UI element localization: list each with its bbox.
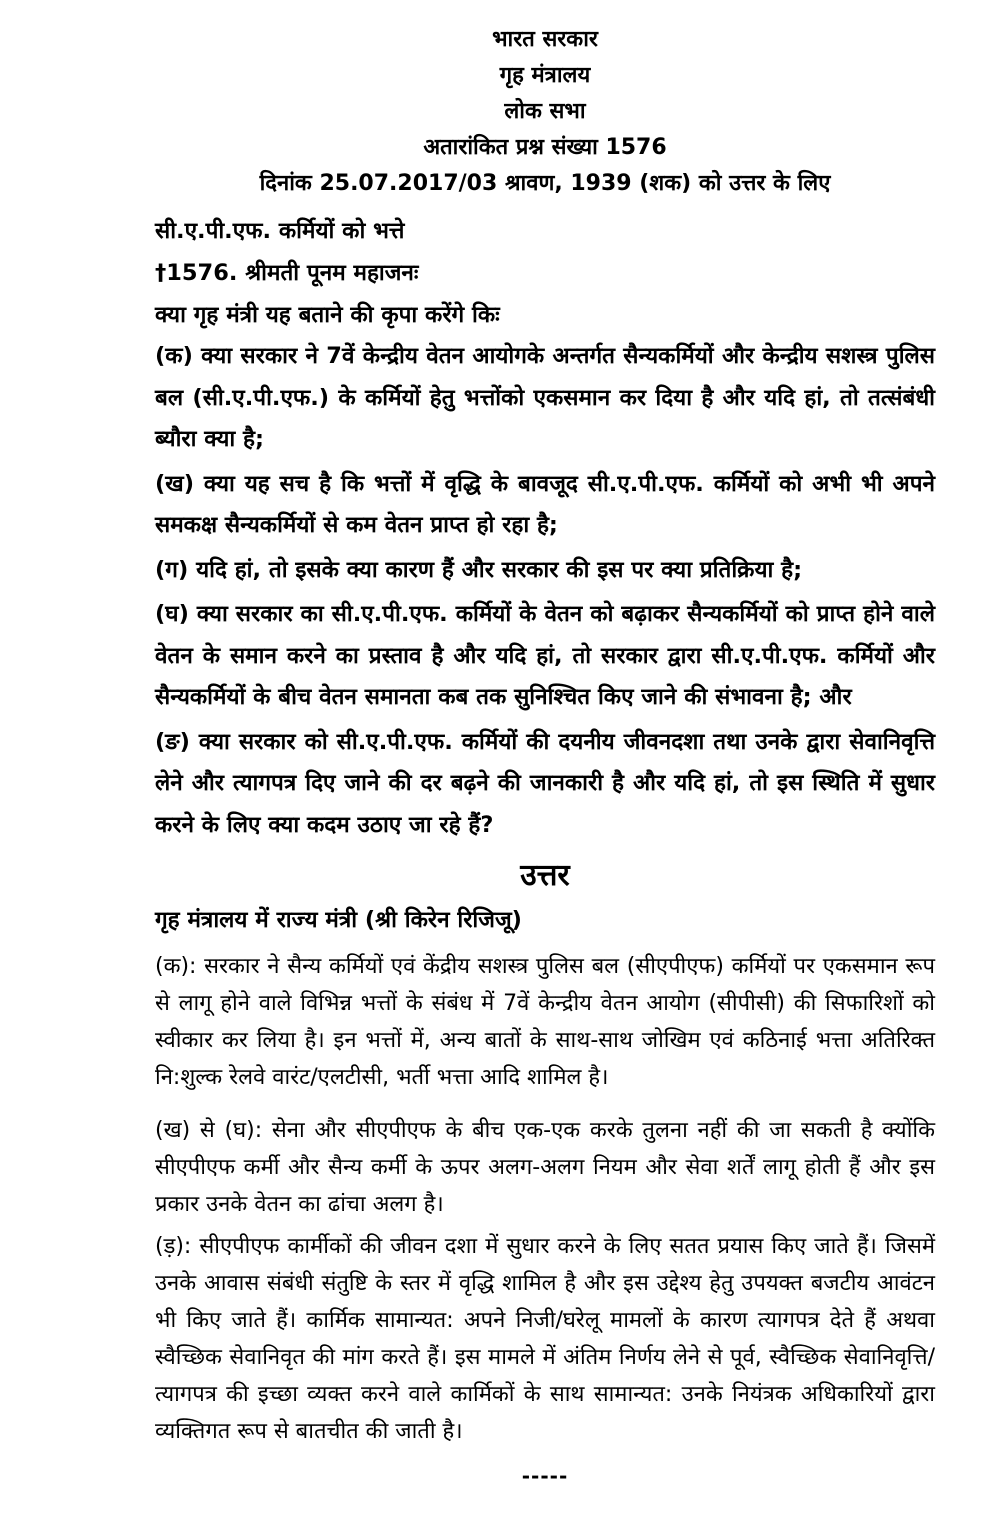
- header-government: भारत सरकार: [492, 27, 598, 52]
- answer-section: [155, 858, 935, 1450]
- question-subject: सी.ए.पी.एफ. कर्मियों को भत्ते: [155, 218, 405, 244]
- header-question-number: अतारांकित प्रश्न संख्या 1576: [423, 135, 667, 160]
- answer-para-kha-to-gha: (ख) से (घ): सेना और सीएपीएफ के बीच एक-एक करके तुलना नहीं की जा सकती है क्योंकि सीएपीएफ कर्मी और सैन्य कर्मी के ऊपर अलग-अलग नियम और सेवा शर्तें लागू होती हैं और इस प्रकार उनके वेतन का ढांचा अलग है।: [155, 1118, 935, 1217]
- minister-designation: गृह मंत्रालय में राज्य मंत्री (श्री किरेन रिजिजू): [155, 907, 522, 933]
- question-part-nga: (ङ) क्या सरकार को सी.ए.पी.एफ. कर्मियों की दयनीय जीवनदशा तथा उनके द्वारा सेवानिवृत्ति लेने और त्यागपत्र दिए जाने की दर बढ़ने की जानकारी है और यदि हां, तो इस स्थिति में सुधार करने के लिए क्या कदम उठाए जा रहे हैं?: [155, 728, 935, 838]
- question-part-kha: (ख) क्या यह सच है कि भत्तों में वृद्धि के बावजूद सी.ए.पी.एफ. कर्मियों को अभी भी अपने समकक्ष सैन्यकर्मियों से कम वेतन प्राप्त हो रहा है;: [155, 470, 935, 538]
- answer-heading: उत्तर: [520, 858, 570, 893]
- question-part-ka: (क) क्या सरकार ने 7वें केन्द्रीय वेतन आयोगके अन्तर्गत सैन्यकर्मियों और केन्द्रीय सशस्त्र पुलिस बल (सी.ए.पी.एफ.) के कर्मियों हेतु भत्तोंको एकसमान कर दिया है और यदि हां, तो तत्संबंधी ब्यौरा क्या है;: [155, 343, 935, 452]
- header-ministry: गृह मंत्रालय: [499, 63, 591, 88]
- question-part-ga: (ग) यदि हां, तो इसके क्या कारण हैं और सरकार की इस पर क्या प्रतिक्रिया है;: [155, 556, 803, 583]
- question-part-gha: (घ) क्या सरकार का सी.ए.पी.एफ. कर्मियों के वेतन को बढ़ाकर सैन्यकर्मियों को प्राप्त होने वाले वेतन के समान करने का प्रस्ताव है और यदि हां, तो सरकार द्वारा सी.ए.पी.एफ. कर्मियों और सैन्यकर्मियों के बीच वेतन समानता कब तक सुनिश्चित किए जाने की संभावना है; और: [155, 601, 935, 710]
- question-number-member: †1576. श्रीमती पूनम महाजनः: [155, 260, 419, 286]
- answer-para-dda: (ड़): सीएपीएफ कार्मीकों की जीवन दशा में सुधार करने के लिए सतत प्रयास किए जाते हैं। जिसमें उनके आवास संबंधी संतुष्टि के स्तर में वृद्धि शामिल है और इस उद्देश्य हेतु उपयक्त बजटीय आवंटन भी किए जाते हैं। कार्मिक सामान्यत: अपने निजी/घरेलू मामलों के कारण त्यागपत्र देते हैं अथवा स्वैच्छिक सेवानिवृत की मांग करते हैं। इस मामले में अंतिम निर्णय लेने से पूर्व, स्वैच्छिक सेवानिवृत्ति/त्यागपत्र की इच्छा व्यक्त करने वाले कार्मिकों के साथ सामान्यत: उनके नियंत्रक अधिकारियों द्वारा व्यक्तिगत रूप से बातचीत की जाती है।: [155, 1234, 935, 1444]
- document-footer: [155, 1464, 935, 1488]
- end-separator: -----: [521, 1464, 569, 1488]
- answer-para-ka: (क): सरकार ने सैन्य कर्मियों एवं केंद्रीय सशस्त्र पुलिस बल (सीएपीएफ) कर्मियों पर एकसमान रूप से लागू होने वाले विभिन्न भत्तों के संबंध में 7वें केन्द्रीय वेतन आयोग (सीपीसी) की सिफारिशों को स्वीकार कर लिया है। इन भत्तों में, अन्य बातों के साथ-साथ जोखिम एवं कठिनाई भत्ता अतिरिक्त नि:शुल्क रेलवे वारंट/एलटीसी, भर्ती भत्ता आदि शामिल है।: [155, 954, 935, 1090]
- question-section: [155, 210, 935, 846]
- header-house: लोक सभा: [504, 99, 586, 124]
- header-answer-date: दिनांक 25.07.2017/03 श्रावण, 1939 (शक) को उत्तर के लिए: [259, 171, 831, 196]
- document-header: [155, 22, 935, 202]
- question-preamble: क्या गृह मंत्री यह बताने की कृपा करेंगे किः: [155, 302, 500, 328]
